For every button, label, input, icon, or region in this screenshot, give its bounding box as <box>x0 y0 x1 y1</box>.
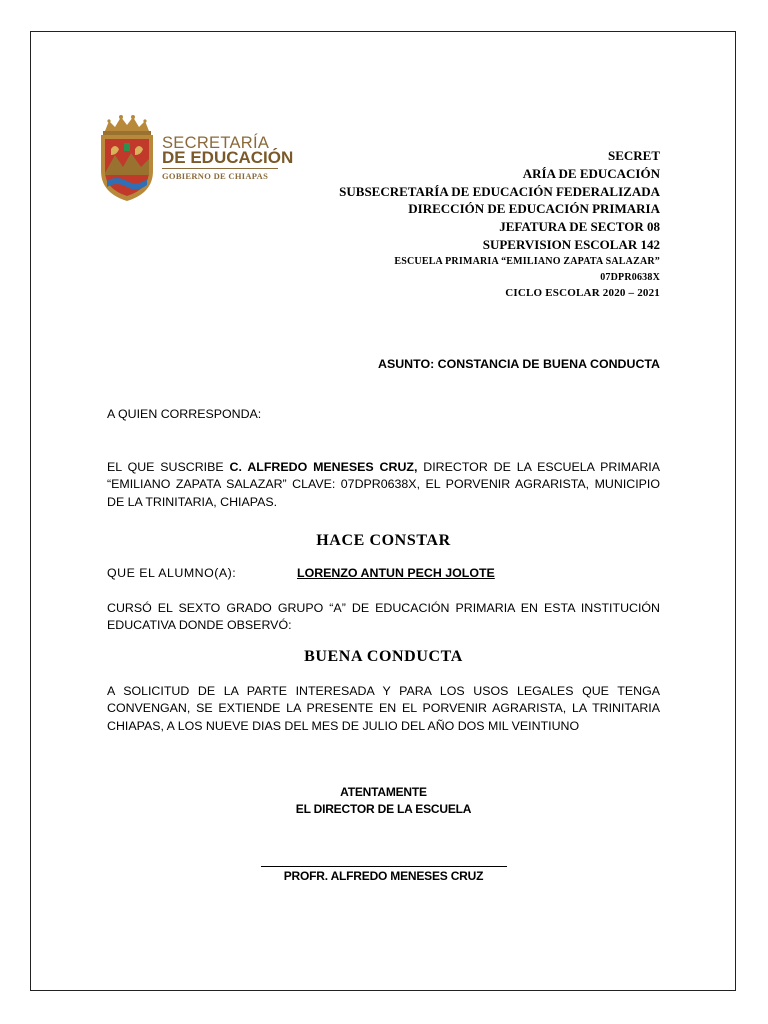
director-name: C. ALFREDO MENESES CRUZ, <box>229 460 418 474</box>
buena-conducta-heading: BUENA CONDUCTA <box>304 648 463 665</box>
request-paragraph: A SOLICITUD DE LA PARTE INTERESADA Y PARA LOS USOS LEGALES QUE TENGA CONVENGAN, SE EXTIENDE LA PRESENTE EN EL PORVENIR AGRARISTA, LA TRINITARIA CHIAPAS, A LOS NUEVE DIAS DEL MES DE JULIO DEL AÑO DOS MIL VEINTIUNO <box>107 684 660 733</box>
logo-line-secretaria: SECRETARÍA <box>162 134 270 152</box>
intro-text-before: EL QUE SUSCRIBE <box>107 460 230 474</box>
chiapas-coat-of-arms-icon <box>97 113 157 203</box>
student-label: QUE EL ALUMNO(A): <box>107 566 237 580</box>
letterhead <box>339 147 660 301</box>
intro-text-after: DIRECTOR DE LA ESCUELA PRIMARIA “EMILIANO ZAPATA SALAZAR” CLAVE: 07DPR0638X, EL PORVENIR AGRARISTA, MUNICIPIO DE LA TRINITARIA, CHIAPAS. <box>107 460 661 509</box>
greeting: A QUIEN CORRESPONDA: <box>107 407 262 421</box>
student-name: LORENZO ANTUN PECH JOLOTE <box>297 566 495 580</box>
signature-line <box>261 866 507 867</box>
signatory-name: PROFR. ALFREDO MENESES CRUZ <box>283 869 484 883</box>
closing-text: ATENTAMENTE <box>340 785 427 799</box>
intro-paragraph <box>107 459 660 511</box>
subject-line: ASUNTO: CONSTANCIA DE BUENA CONDUCTA <box>378 357 660 371</box>
logo-line-educacion: DE EDUCACIÓN <box>162 148 294 167</box>
header-line: ARÍA DE EDUCACIÓN <box>522 165 660 181</box>
header-line: JEFATURA DE SECTOR 08 <box>499 219 660 235</box>
school-cycle: CICLO ESCOLAR 2020 – 2021 <box>505 286 660 299</box>
header-line: SECRET <box>607 148 660 163</box>
school-key: 07DPR0638X <box>600 271 660 283</box>
header-line: SUBSECRETARÍA DE EDUCACIÓN FEDERALIZADA <box>339 183 660 199</box>
logo-divider <box>162 168 278 169</box>
director-role: EL DIRECTOR DE LA ESCUELA <box>295 802 472 816</box>
course-paragraph: CURSÓ EL SEXTO GRADO GRUPO “A” DE EDUCACIÓN PRIMARIA EN ESTA INSTITUCIÓN EDUCATIVA DONDE OBSERVÓ: <box>107 601 660 633</box>
school-name: ESCUELA PRIMARIA “EMILIANO ZAPATA SALAZAR” <box>394 255 660 267</box>
header-line: DIRECCIÓN DE EDUCACIÓN PRIMARIA <box>408 201 660 217</box>
logo-line-gobierno: GOBIERNO DE CHIAPAS <box>162 171 269 181</box>
header-line: SUPERVISION ESCOLAR 142 <box>482 236 660 252</box>
hace-constar-heading: HACE CONSTAR <box>316 532 451 549</box>
